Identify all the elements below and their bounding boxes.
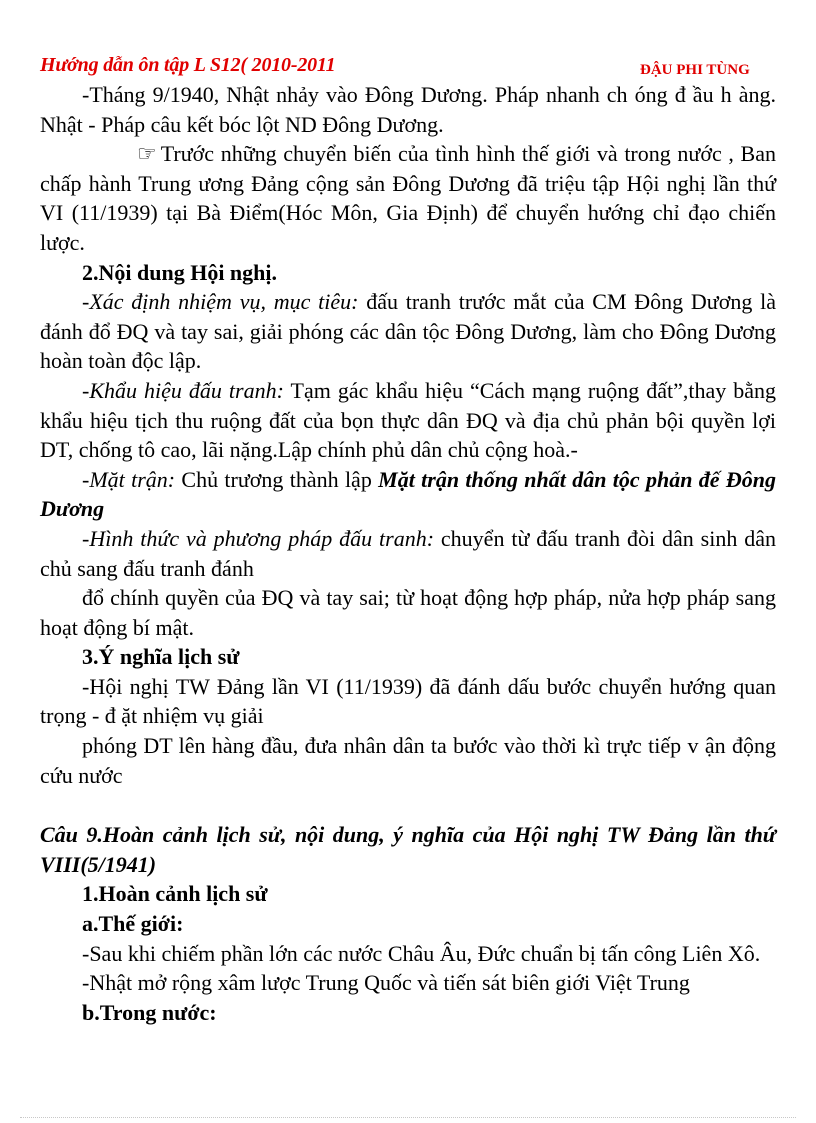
front-name: Mặt trận thống nhất dân tộc phản đế Đông Dương [40,466,776,522]
paragraph-significance: -Hội nghị TW Đảng lần VI (11/1939) đã đánh dấu bước chuyển hướng quan trọng - đ ặt nhiệm vụ giải [40,673,776,729]
paragraph-japan-china: -Nhật mở rộng xâm lược Trung Quốc và tiến sát biên giới Việt Trung [82,970,690,996]
paragraph-methods-continued: đổ chính quyền của ĐQ và tay sai; từ hoạt động hợp pháp, nửa hợp pháp sang hoạt động bí mật. [40,585,776,640]
document-body [40,80,776,1027]
paragraph-significance-continued: phóng DT lên hàng đầu, đưa nhân dân ta bước vào thời kì trực tiếp v ận động cứu nước [40,733,776,788]
paragraph-text: Chủ trương thành lập [175,466,379,492]
paragraph-conference-context [40,139,776,257]
subsection-heading-world: a.Thế giới: [82,911,184,937]
paragraph-front [40,465,776,524]
paragraph-tasks [40,287,776,376]
paragraph-text: đấu tranh trước mắt của CM Đông Dương là đánh đổ ĐQ và tay sai, giải phóng các dân tộc Đông Dương, làm cho Đông Dương hoàn toàn độc lập. [40,289,776,374]
subsection-heading-domestic: b.Trong nước: [82,999,217,1025]
paragraph-label: -Mặt trận: [82,466,176,492]
section-heading-significance: 3.Ý nghĩa lịch sử [82,644,240,670]
paragraph-label: -Hình thức và phương pháp đấu tranh: [82,525,435,551]
header-title: Hướng dẫn ôn tập L S12( 2010-2011 [40,54,336,76]
section-heading-context: 1.Hoàn cảnh lịch sử [82,881,268,907]
paragraph-text: chuyển từ đấu tranh đòi dân sinh dân chủ sang đấu tranh đánh [40,525,776,581]
paragraph-text: Trước những chuyển biến của tình hình thế giới và trong nước , Ban chấp hành Trung ương Đảng cộng sản Đông Dương đã triệu tập Hội nghị lần thứ VI (11/1939) tại Bà Điểm(Hóc Môn, Gia Định) để chuyển hướng chỉ đạo chiến lược. [40,141,776,255]
paragraph-japan-invasion: -Tháng 9/1940, Nhật nhảy vào Đông Dương. Pháp nhanh ch óng đ ầu h àng. Nhật - Pháp câu kết bóc lột ND Đông Dương. [40,82,776,137]
spacer [40,790,776,820]
paragraph-germany: -Sau khi chiếm phần lớn các nước Châu Âu, Đức chuẩn bị tấn công Liên Xô. [82,940,761,966]
paragraph-methods [40,524,776,583]
question-9-heading: Câu 9.Hoàn cảnh lịch sử, nội dung, ý nghĩa của Hội nghị TW Đảng lần thứ VIII(5/1941) [40,822,776,877]
paragraph-label: -Xác định nhiệm vụ, mục tiêu: [82,289,359,315]
page-bottom-border [20,1117,796,1118]
paragraph-text: Tạm gác khẩu hiệu “Cách mạng ruộng đất”,thay bằng khẩu hiệu tịch thu ruộng đất của bọn thực dân ĐQ và địa chủ phản bội quyền lợi DT, chống tô cao, lãi nặng.Lập chính phủ dân chủ cộng hoà.- [40,377,776,463]
section-heading-content: 2.Nội dung Hội nghị. [82,259,278,285]
header-author: ĐẬU PHI TÙNG [640,62,750,78]
pointing-hand-icon: ☞ [137,141,157,167]
paragraph-slogan [40,376,776,465]
paragraph-label: -Khẩu hiệu đấu tranh: [82,377,284,403]
